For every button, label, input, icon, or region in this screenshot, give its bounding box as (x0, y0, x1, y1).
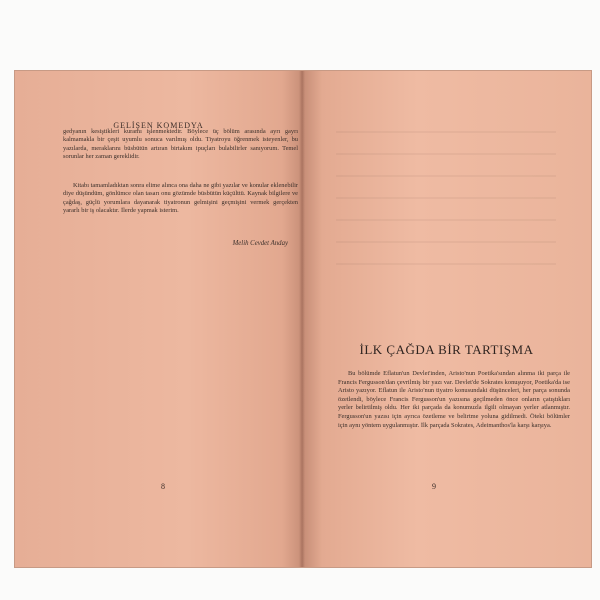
paragraph-2-text: Kitabı tamamladıktan sonra elime alınca ona daha ne gibi yazılar ve konular eklenebilir diye düşündüm, gönlümce olan tasarı onu gözümde büsbütün küçülttü. Kaynak bilgilere ve çağdaş, güçlü yorumlara dayanarak tiyatronun gelmişini geçmişini vermek gerçekten yararlı bir iş olacaktır. İlerde yapmak isterim. (63, 182, 298, 215)
paragraph-1 (63, 128, 298, 162)
show-through-line (336, 219, 556, 221)
show-through-line (336, 153, 556, 155)
book-gutter (299, 71, 305, 567)
show-through-line (336, 131, 556, 133)
page-number-left: 8 (161, 482, 165, 491)
show-through-line (336, 263, 556, 265)
show-through-line (336, 197, 556, 199)
chapter-paragraph: Bu bölümde Eflatun'un Devlet'inden, Aristo'nun Poetika'sından alınma iki parça ile Francis Fergusson'dan çevrilmiş bir yazı var. Devlet'de Sokrates konuşuyor, Poetika'da ise Aristo yazıyor. Eflatun ile Aristo'nun tiyatro konusundaki düşünceleri, her parça sonunda özetlendi, böylece Francis Fergusson'un yazısına geçilmeden önce onların çatıştıkları yerler belirtilmiş oldu. Her iki parçada da konumuzla ilgili olmayan yerler atlanmıştır. Fergusson'un yazısı için ayrıca özetleme ve belirtme yoluna gidilmedi. Öteki bölümler için aynı yöntem uygulanmıştır. İlk parçada Sokrates, Adeimanthos'la karşı karşıya. (338, 370, 570, 429)
chapter-title: İLK ÇAĞDA BİR TARTIŞMA (359, 342, 534, 357)
show-through-line (336, 175, 556, 177)
paragraph-1-text: gedyanın kesiştikleri kuramı işlenmektedir. Böylece üç bölüm arasında ayrı gayrı kalmamakla bir çeşit uyumlu sonuca varılmış oldu. Tiyatroyu öğrenmek isteyenler, bu yazılarda, meraklarını büsbütün artıran birtakım ipuçları bulabilirler sanıyorum. Temel sorunlar her zaman gereklidir. (63, 128, 298, 161)
page-number-right: 9 (432, 482, 436, 491)
paragraph-2 (63, 182, 298, 216)
left-page (15, 71, 302, 567)
open-book (14, 70, 592, 568)
show-through-line (336, 241, 556, 243)
chapter-body (338, 370, 570, 430)
running-head: GELİŞEN KOMEDYA (113, 121, 204, 130)
author-signature: Melih Cevdet Anday (232, 240, 288, 247)
right-page (302, 71, 591, 567)
